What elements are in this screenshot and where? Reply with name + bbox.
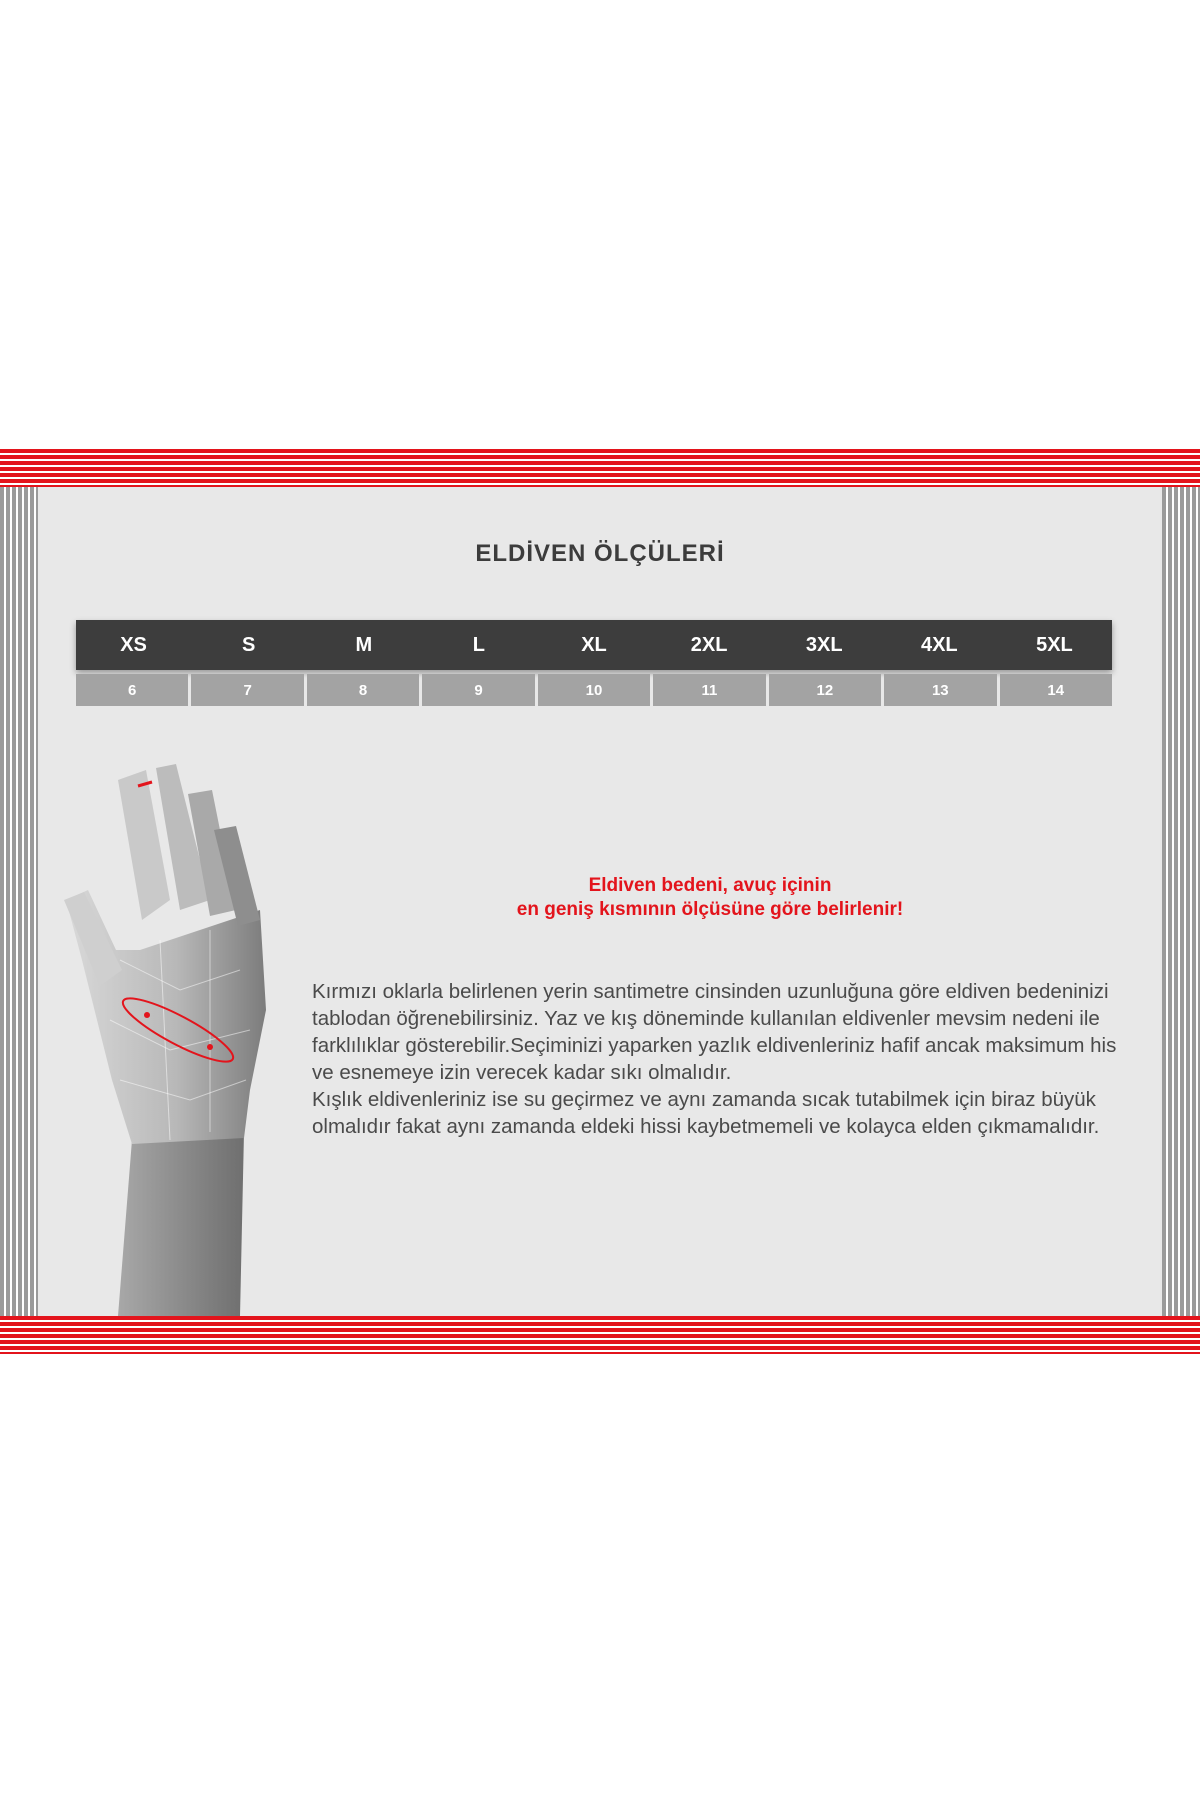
top-border-stripes	[0, 449, 1200, 487]
measurement-value: 13	[884, 674, 996, 706]
notice-line-2: en geniş kısmının ölçüsüne göre belirlenir!	[516, 899, 904, 920]
size-label: 5XL	[1036, 633, 1073, 656]
size-label: S	[241, 633, 256, 656]
hand-illustration	[60, 760, 280, 1316]
measurement-value: 6	[76, 674, 188, 706]
measurement-value: 14	[1000, 674, 1112, 706]
description-text	[312, 978, 1132, 1140]
size-notice	[400, 874, 1020, 922]
size-label: XS	[120, 633, 147, 656]
measurement-value: 8	[307, 674, 419, 706]
description-paragraph: Kışlık eldivenleriniz ise su geçirmez ve aynı zamanda sıcak tutabilmek için biraz büyük olmalıdır fakat aynı zamanda eldeki hissi kaybetmemeli ve kolayca elden çıkmamalıdır.	[312, 1088, 1100, 1138]
size-label: XL	[581, 633, 607, 656]
size-label: 2XL	[690, 633, 728, 656]
notice-line-1: Eldiven bedeni, avuç içinin	[588, 875, 832, 896]
size-table	[76, 620, 1112, 706]
measurement-value: 12	[769, 674, 881, 706]
bottom-border-stripes	[0, 1316, 1200, 1354]
size-label: M	[355, 633, 373, 656]
measurement-value: 9	[422, 674, 534, 706]
description-paragraph: Kırmızı oklarla belirlenen yerin santimetre cinsinden uzunluğuna göre eldiven bedeninizi tablodan öğrenebilirsiniz. Yaz ve kış döneminde kullanılan eldivenler mevsim nedeni ile farklılıklar gösterebilir.Seçiminizi yaparken yazlık eldivenleriniz hafif ancak maksimum his ve esnemeye izin verecek kadar sıkı olmalıdır.	[312, 980, 1117, 1084]
size-header-row	[76, 620, 1112, 670]
right-border-stripes	[1162, 449, 1200, 1354]
size-label: 3XL	[805, 633, 843, 656]
left-border-stripes	[0, 449, 38, 1354]
measurement-value: 7	[191, 674, 303, 706]
size-label: L	[472, 633, 485, 656]
measurement-row	[76, 674, 1112, 706]
measurement-value: 10	[538, 674, 650, 706]
size-label: 4XL	[920, 633, 958, 656]
page-title: ELDİVEN ÖLÇÜLERİ	[475, 540, 725, 567]
measurement-value: 11	[653, 674, 765, 706]
